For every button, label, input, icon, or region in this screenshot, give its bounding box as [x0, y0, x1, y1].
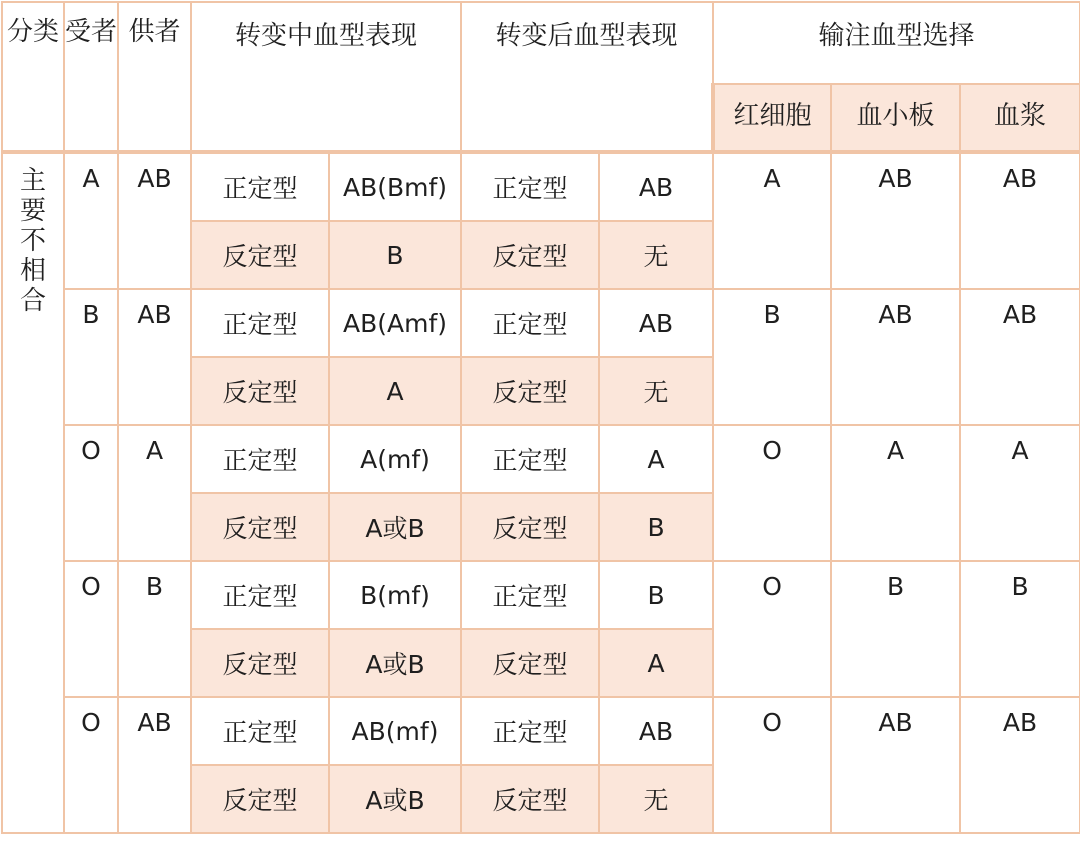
- category-label: 主要不相合: [19, 166, 46, 316]
- recipient-cell: O: [64, 561, 118, 697]
- after-forward-value: A: [599, 425, 713, 493]
- plasma-cell: B: [960, 561, 1080, 697]
- during-forward-label: 正定型: [191, 561, 329, 629]
- after-reverse-value: 无: [599, 357, 713, 425]
- donor-cell: AB: [118, 152, 191, 289]
- header-recipient: 受者: [64, 2, 118, 152]
- during-reverse-value: A或B: [329, 629, 461, 697]
- platelet-cell: AB: [831, 697, 960, 833]
- recipient-cell: B: [64, 289, 118, 425]
- blood-type-table: [1, 1, 1080, 834]
- rbc-cell: O: [713, 425, 831, 561]
- after-reverse-label: 反定型: [461, 765, 599, 833]
- during-forward-label: 正定型: [191, 152, 329, 221]
- during-reverse-label: 反定型: [191, 221, 329, 289]
- after-reverse-label: 反定型: [461, 221, 599, 289]
- during-forward-value: AB(Amf): [329, 289, 461, 357]
- table-row: [2, 289, 1080, 357]
- after-forward-value: AB: [599, 152, 713, 221]
- during-forward-value: B(mf): [329, 561, 461, 629]
- donor-cell: AB: [118, 289, 191, 425]
- after-forward-label: 正定型: [461, 289, 599, 357]
- donor-cell: B: [118, 561, 191, 697]
- rbc-cell: O: [713, 697, 831, 833]
- during-reverse-value: A: [329, 357, 461, 425]
- header-plasma: 血浆: [960, 84, 1080, 152]
- table-row: [2, 697, 1080, 765]
- rbc-cell: B: [713, 289, 831, 425]
- header-transfusion: 输注血型选择: [713, 2, 1080, 84]
- table-row: [2, 561, 1080, 629]
- during-forward-label: 正定型: [191, 289, 329, 357]
- during-reverse-value: A或B: [329, 493, 461, 561]
- during-reverse-value: A或B: [329, 765, 461, 833]
- during-forward-value: AB(Bmf): [329, 152, 461, 221]
- header-during: 转变中血型表现: [191, 2, 461, 152]
- during-reverse-label: 反定型: [191, 357, 329, 425]
- during-reverse-label: 反定型: [191, 493, 329, 561]
- recipient-cell: O: [64, 425, 118, 561]
- header-platelet: 血小板: [831, 84, 960, 152]
- after-forward-value: AB: [599, 289, 713, 357]
- header-rbc: 红细胞: [713, 84, 831, 152]
- table-row: [2, 152, 1080, 221]
- header-after: 转变后血型表现: [461, 2, 713, 152]
- header-donor: 供者: [118, 2, 191, 152]
- after-forward-label: 正定型: [461, 697, 599, 765]
- after-reverse-value: 无: [599, 765, 713, 833]
- after-forward-label: 正定型: [461, 152, 599, 221]
- after-reverse-value: 无: [599, 221, 713, 289]
- plasma-cell: AB: [960, 289, 1080, 425]
- rbc-cell: A: [713, 152, 831, 289]
- after-forward-value: AB: [599, 697, 713, 765]
- plasma-cell: AB: [960, 697, 1080, 833]
- during-forward-label: 正定型: [191, 425, 329, 493]
- after-reverse-label: 反定型: [461, 357, 599, 425]
- during-reverse-value: B: [329, 221, 461, 289]
- after-reverse-label: 反定型: [461, 493, 599, 561]
- header-category: 分类: [2, 2, 64, 152]
- rbc-cell: O: [713, 561, 831, 697]
- during-forward-value: A(mf): [329, 425, 461, 493]
- platelet-cell: AB: [831, 152, 960, 289]
- during-forward-value: AB(mf): [329, 697, 461, 765]
- platelet-cell: A: [831, 425, 960, 561]
- category-cell: [2, 152, 64, 833]
- after-reverse-value: A: [599, 629, 713, 697]
- platelet-cell: B: [831, 561, 960, 697]
- platelet-cell: AB: [831, 289, 960, 425]
- after-reverse-value: B: [599, 493, 713, 561]
- during-forward-label: 正定型: [191, 697, 329, 765]
- during-reverse-label: 反定型: [191, 765, 329, 833]
- plasma-cell: AB: [960, 152, 1080, 289]
- after-forward-label: 正定型: [461, 425, 599, 493]
- after-forward-label: 正定型: [461, 561, 599, 629]
- plasma-cell: A: [960, 425, 1080, 561]
- after-reverse-label: 反定型: [461, 629, 599, 697]
- after-forward-value: B: [599, 561, 713, 629]
- recipient-cell: O: [64, 697, 118, 833]
- donor-cell: AB: [118, 697, 191, 833]
- during-reverse-label: 反定型: [191, 629, 329, 697]
- table-row: [2, 425, 1080, 493]
- donor-cell: A: [118, 425, 191, 561]
- recipient-cell: A: [64, 152, 118, 289]
